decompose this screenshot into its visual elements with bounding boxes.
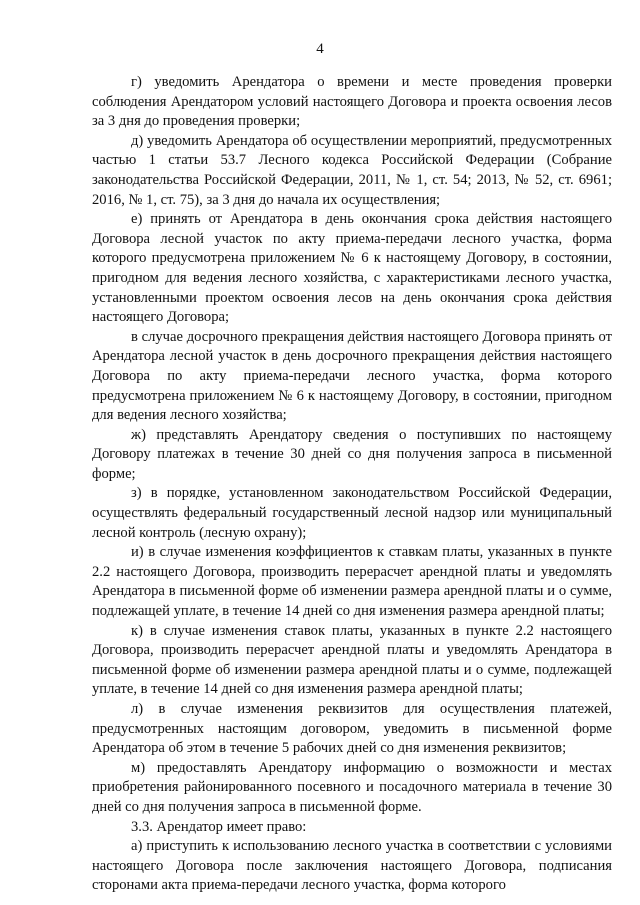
paragraph-k: к) в случае изменения ставок платы, указанных в пункте 2.2 настоящего Договора, производить перерасчет арендной платы и уведомлять Арендатора в письменной форме об изменении размера арендной платы и о сумме, подлежащей уплате, в течение 14 дней со дня изменения размера арендной платы; xyxy=(92,622,612,698)
paragraph-zh: ж) представлять Арендатору сведения о поступивших по настоящему Договору платежах в течение 30 дней со дня получения запроса в письменной форме; xyxy=(92,426,612,482)
section-heading-3-3: 3.3. Арендатор имеет право: xyxy=(131,818,307,835)
paragraph-a: а) приступить к использованию лесного участка в соответствии с условиями настоящего Договора после заключения настоящего Договора, подписания сторонами акта приема-передачи лесного участка, форма которого xyxy=(92,838,612,894)
paragraph-early-termination: в случае досрочного прекращения действия настоящего Договора принять от Арендатора лесной участок в день досрочного прекращения действия настоящего Договора по акту приема-передачи лесного участка, форма которого предусмотрена приложением № 6 к настоящему Договору, в состоянии, пригодном для ведения лесного хозяйства; xyxy=(92,328,612,424)
paragraph-g: г) уведомить Арендатора о времени и месте проведения проверки соблюдения Арендатором условий настоящего Договора и проекта освоения лесов за 3 дня до проведения проверки; xyxy=(92,74,612,130)
paragraph-l: л) в случае изменения реквизитов для осуществления платежей, предусмотренных настоящим договором, уведомить в письменной форме Арендатора об этом в течение 5 рабочих дней со дня изменения реквизитов; xyxy=(92,701,612,757)
paragraph-i: и) в случае изменения коэффициентов к ставкам платы, указанных в пункте 2.2 настоящего Договора, производить перерасчет арендной платы и уведомлять Арендатора в письменной форме об изменении размера арендной платы и о сумме, подлежащей уплате, в течение 14 дней со дня изменения размера арендной платы; xyxy=(92,544,612,620)
paragraph-z: з) в порядке, установленном законодательством Российской Федерации, осуществлять федеральный государственный лесной надзор или муниципальный лесной контроль (лесную охрану); xyxy=(92,485,612,541)
page-number: 4 xyxy=(316,41,324,57)
document-body xyxy=(92,73,612,896)
paragraph-m: м) предоставлять Арендатору информацию о возможности и местах приобретения районированного посевного и посадочного материала в течение 30 дней со дня получения запроса в письменной форме. xyxy=(92,759,612,815)
paragraph-e: е) принять от Арендатора в день окончания срока действия настоящего Договора лесной участок по акту приема-передачи лесного участка, форма которого предусмотрена приложением № 6 к настоящему Договору, в состоянии, пригодном для ведения лесного хозяйства, с характеристиками лесного участка, установленными проектом освоения лесов на день окончания срока действия настоящего Договора; xyxy=(92,211,612,326)
paragraph-d: д) уведомить Арендатора об осуществлении мероприятий, предусмотренных частью 1 статьи 53.7 Лесного кодекса Российской Федерации (Собрание законодательства Российской Федерации, 2011, № 1, ст. 54; 2013, № 52, ст. 6961; 2016, № 1, ст. 75), за 3 дня до начала их осуществления; xyxy=(92,132,612,208)
